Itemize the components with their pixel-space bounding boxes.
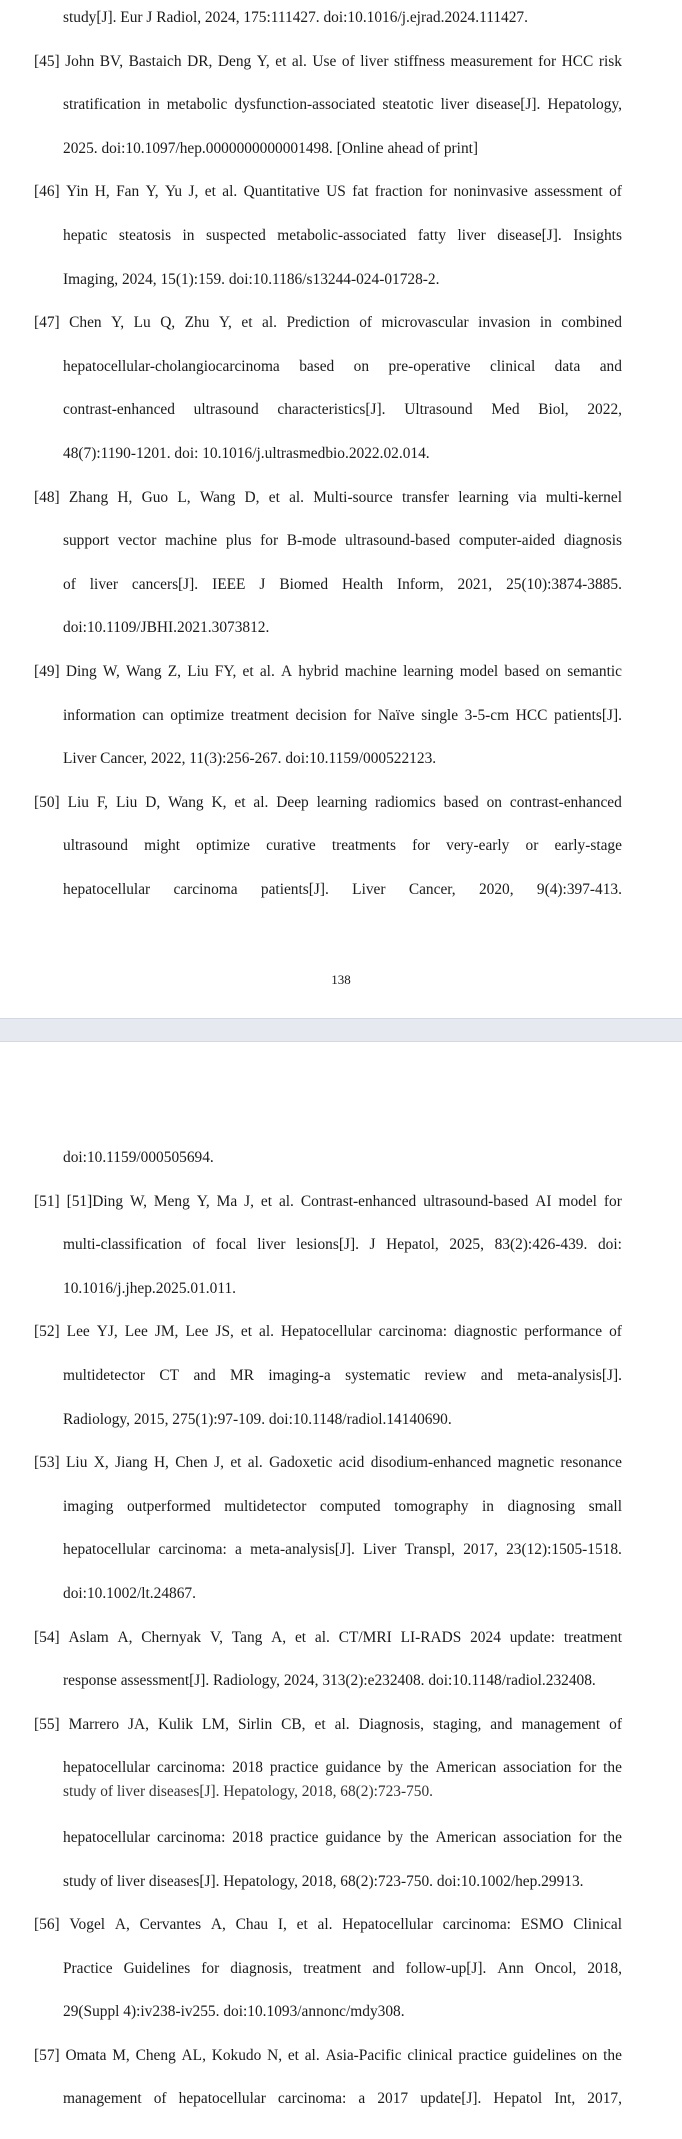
reference-line: [47] Chen Y, Lu Q, Zhu Y, et al. Prediction of microvascular invasion in combined <box>34 314 622 332</box>
reference-line: 10.1016/j.jhep.2025.01.011. <box>63 1279 236 1297</box>
reference-50 <box>0 787 682 918</box>
reference-line: [46] Yin H, Fan Y, Yu J, et al. Quantitative US fat fraction for noninvasive assessment of <box>34 183 622 201</box>
reference-line: [49] Ding W, Wang Z, Liu FY, et al. A hybrid machine learning model based on semantic <box>34 662 622 680</box>
reference-line: [56] Vogel A, Cervantes A, Chau I, et al. Hepatocellular carcinoma: ESMO Clinical <box>34 1916 622 1934</box>
reference-line: information can optimize treatment decision for Naïve single 3-5-cm HCC patients[J]. <box>63 706 622 724</box>
reference-line: [45] John BV, Bastaich DR, Deng Y, et al. Use of liver stiffness measurement for HCC risk <box>34 52 622 70</box>
reference-44-tail <box>0 2 682 46</box>
reference-56 <box>0 1909 682 2040</box>
reference-53 <box>0 1447 682 1621</box>
reference-line: [48] Zhang H, Guo L, Wang D, et al. Multi-source transfer learning via multi-kernel <box>34 488 622 506</box>
reference-47 <box>0 307 682 481</box>
reference-line: support vector machine plus for B-mode ultrasound-based computer-aided diagnosis <box>63 532 622 550</box>
reference-line: management of hepatocellular carcinoma: a 2017 update[J]. Hepatol Int, 2017, <box>63 2090 622 2108</box>
reference-line: [52] Lee YJ, Lee JM, Lee JS, et al. Hepatocellular carcinoma: diagnostic performance of <box>34 1323 622 1341</box>
reference-line: study of liver diseases[J]. Hepatology, 2018, 68(2):723-750. doi:10.1002/hep.29913. <box>63 1872 584 1890</box>
reference-line: contrast-enhanced ultrasound characteristics[J]. Ultrasound Med Biol, 2022, <box>63 401 622 419</box>
reference-line: [55] Marrero JA, Kulik LM, Sirlin CB, et al. Diagnosis, staging, and management of <box>34 1715 622 1733</box>
reference-line: hepatocellular-cholangiocarcinoma based on pre-operative clinical data and <box>63 357 622 375</box>
reference-line: 2025. doi:10.1097/hep.0000000000001498. [Online ahead of print] <box>63 139 479 157</box>
reference-line: response assessment[J]. Radiology, 2024, 313(2):e232408. doi:10.1148/radiol.232408. <box>63 1672 596 1690</box>
reference-54 <box>0 1622 682 1709</box>
reference-line: 29(Suppl 4):iv238-iv255. doi:10.1093/annonc/mdy308. <box>63 2003 405 2021</box>
reference-line: multi-classification of focal liver lesions[J]. J Hepatol, 2025, 83(2):426-439. doi: <box>63 1236 622 1254</box>
reference-45 <box>0 46 682 177</box>
document-page-138 <box>0 0 682 1018</box>
reference-line: hepatocellular carcinoma: 2018 practice guidance by the American association for the <box>63 1759 622 1777</box>
page-separator <box>0 1018 682 1042</box>
reference-line: [53] Liu X, Jiang H, Chen J, et al. Gadoxetic acid disodium-enhanced magnetic resonance <box>34 1454 622 1472</box>
page-number: 138 <box>331 972 351 987</box>
reference-55-render-artifact <box>0 1782 682 1822</box>
reference-line: [57] Omata M, Cheng AL, Kokudo N, et al. Asia-Pacific clinical practice guidelines on the <box>34 2046 622 2064</box>
reference-line: doi:10.1002/lt.24867. <box>63 1584 196 1602</box>
reference-line: stratification in metabolic dysfunction-associated steatotic liver disease[J]. Hepatology, <box>63 96 622 114</box>
reference-line: doi:10.1109/JBHI.2021.3073812. <box>63 619 270 637</box>
reference-line: [50] Liu F, Liu D, Wang K, et al. Deep learning radiomics based on contrast-enhanced <box>34 793 622 811</box>
reference-list-page-2 <box>0 1142 682 2127</box>
reference-line: multidetector CT and MR imaging-a systematic review and meta-analysis[J]. <box>63 1366 622 1384</box>
reference-line: hepatocellular carcinoma patients[J]. Liver Cancer, 2020, 9(4):397-413. <box>63 880 622 898</box>
reference-48 <box>0 482 682 656</box>
reference-52 <box>0 1316 682 1447</box>
reference-list-page-1 <box>0 2 682 917</box>
reference-line: doi:10.1159/000505694. <box>63 1149 214 1166</box>
reference-line: hepatocellular carcinoma: 2018 practice guidance by the American association for the <box>63 1828 622 1846</box>
reference-line: ultrasound might optimize curative treatments for very-early or early-stage <box>63 837 622 855</box>
reference-49 <box>0 656 682 787</box>
reference-line-clipped: study of liver diseases[J]. Hepatology, 2018, 68(2):723-750. <box>63 1782 434 1800</box>
reference-line: [51] [51]Ding W, Meng Y, Ma J, et al. Contrast-enhanced ultrasound-based AI model for <box>34 1192 622 1210</box>
reference-50-tail <box>0 1142 682 1186</box>
reference-line: hepatocellular carcinoma: a meta-analysis[J]. Liver Transpl, 2017, 23(12):1505-1518. <box>63 1541 622 1559</box>
document-page-139 <box>0 1042 682 2139</box>
reference-line: Liver Cancer, 2022, 11(3):256-267. doi:10.1159/000522123. <box>63 750 437 768</box>
reference-57 <box>0 2040 682 2127</box>
reference-line: Practice Guidelines for diagnosis, treatment and follow-up[J]. Ann Oncol, 2018, <box>63 1959 622 1977</box>
reference-line: imaging outperformed multidetector computed tomography in diagnosing small <box>63 1497 622 1515</box>
reference-46 <box>0 176 682 307</box>
reference-line: Imaging, 2024, 15(1):159. doi:10.1186/s13244-024-01728-2. <box>63 270 440 288</box>
reference-line: study[J]. Eur J Radiol, 2024, 175:111427. doi:10.1016/j.ejrad.2024.111427. <box>63 9 528 26</box>
reference-line: of liver cancers[J]. IEEE J Biomed Health Inform, 2021, 25(10):3874-3885. <box>63 575 622 593</box>
reference-line: [54] Aslam A, Chernyak V, Tang A, et al. CT/MRI LI-RADS 2024 update: treatment <box>34 1628 622 1646</box>
reference-line: hepatic steatosis in suspected metabolic-associated fatty liver disease[J]. Insights <box>63 226 622 244</box>
reference-line: 48(7):1190-1201. doi: 10.1016/j.ultrasmedbio.2022.02.014. <box>63 444 430 462</box>
reference-51 <box>0 1186 682 1317</box>
reference-line: Radiology, 2015, 275(1):97-109. doi:10.1148/radiol.14140690. <box>63 1410 452 1428</box>
reference-55-repeat <box>0 1822 682 1909</box>
